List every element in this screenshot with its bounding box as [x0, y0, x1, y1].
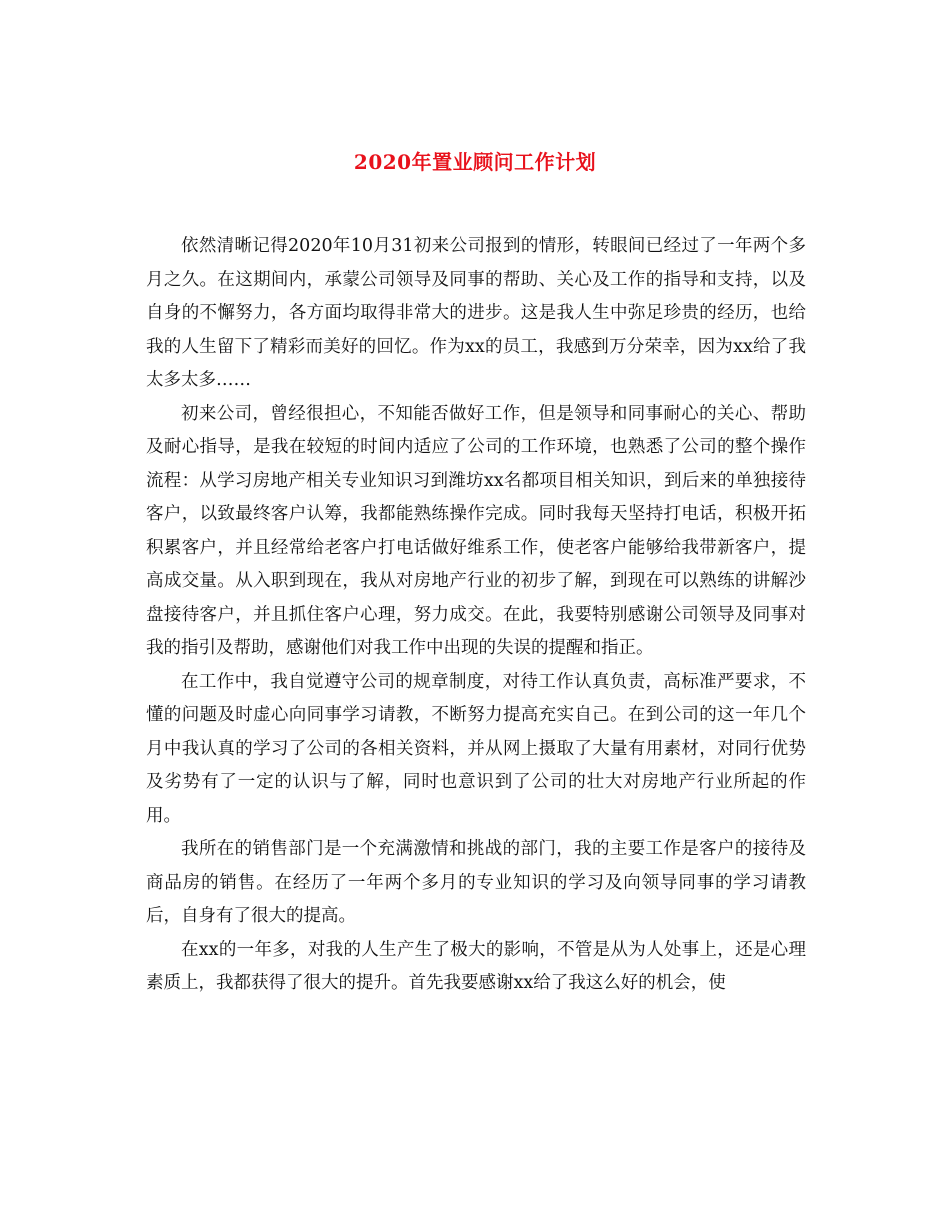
paragraph-3: 在工作中，我自觉遵守公司的规章制度，对待工作认真负责，高标准严要求，不懂的问题及时虚心向同事学习请教，不断努力提高充实自己。在到公司的这一年几个月中我认真的学习了公司的各相关资料，并从网上摄取了大量有用素材，对同行优势及劣势有了一定的认识与了解，同时也意识到了公司的壮大对房地产行业所起的作用。: [146, 671, 806, 826]
document-title: 2020年置业顾问工作计划: [353, 150, 597, 174]
document-body: [146, 230, 806, 1001]
paragraph-4: 我所在的销售部门是一个充满激情和挑战的部门，我的主要工作是客户的接待及商品房的销售。在经历了一年两个多月的专业知识的学习及向领导同事的学习请教后，自身有了很大的提高。: [146, 839, 806, 926]
paragraph-2: 初来公司，曾经很担心，不知能否做好工作，但是领导和同事耐心的关心、帮助及耐心指导，是我在较短的时间内适应了公司的工作环境，也熟悉了公司的整个操作流程：从学习房地产相关专业知识习到潍坊xx名都项目相关知识，到后来的单独接待客户，以致最终客户认筹，我都能熟练操作完成。同时我每天坚持打电话，积极开拓积累客户，并且经常给老客户打电话做好维系工作，使老客户能够给我带新客户，提高成交量。从入职到现在，我从对房地产行业的初步了解，到现在可以熟练的讲解沙盘接待客户，并且抓住客户心理，努力成交。在此，我要特别感谢公司领导及同事对我的指引及帮助，感谢他们对我工作中出现的失误的提醒和指正。: [146, 403, 806, 658]
paragraph-5: 在xx的一年多，对我的人生产生了极大的影响，不管是从为人处事上，还是心理素质上，我都获得了很大的提升。首先我要感谢xx给了我这么好的机会，使: [146, 939, 806, 993]
paragraph-1: 依然清晰记得2020年10月31初来公司报到的情形，转眼间已经过了一年两个多月之久。在这期间内，承蒙公司领导及同事的帮助、关心及工作的指导和支持，以及自身的不懈努力，各方面均取得非常大的进步。这是我人生中弥足珍贵的经历，也给我的人生留下了精彩而美好的回忆。作为xx的员工，我感到万分荣幸，因为xx给了我太多太多……: [146, 236, 806, 390]
